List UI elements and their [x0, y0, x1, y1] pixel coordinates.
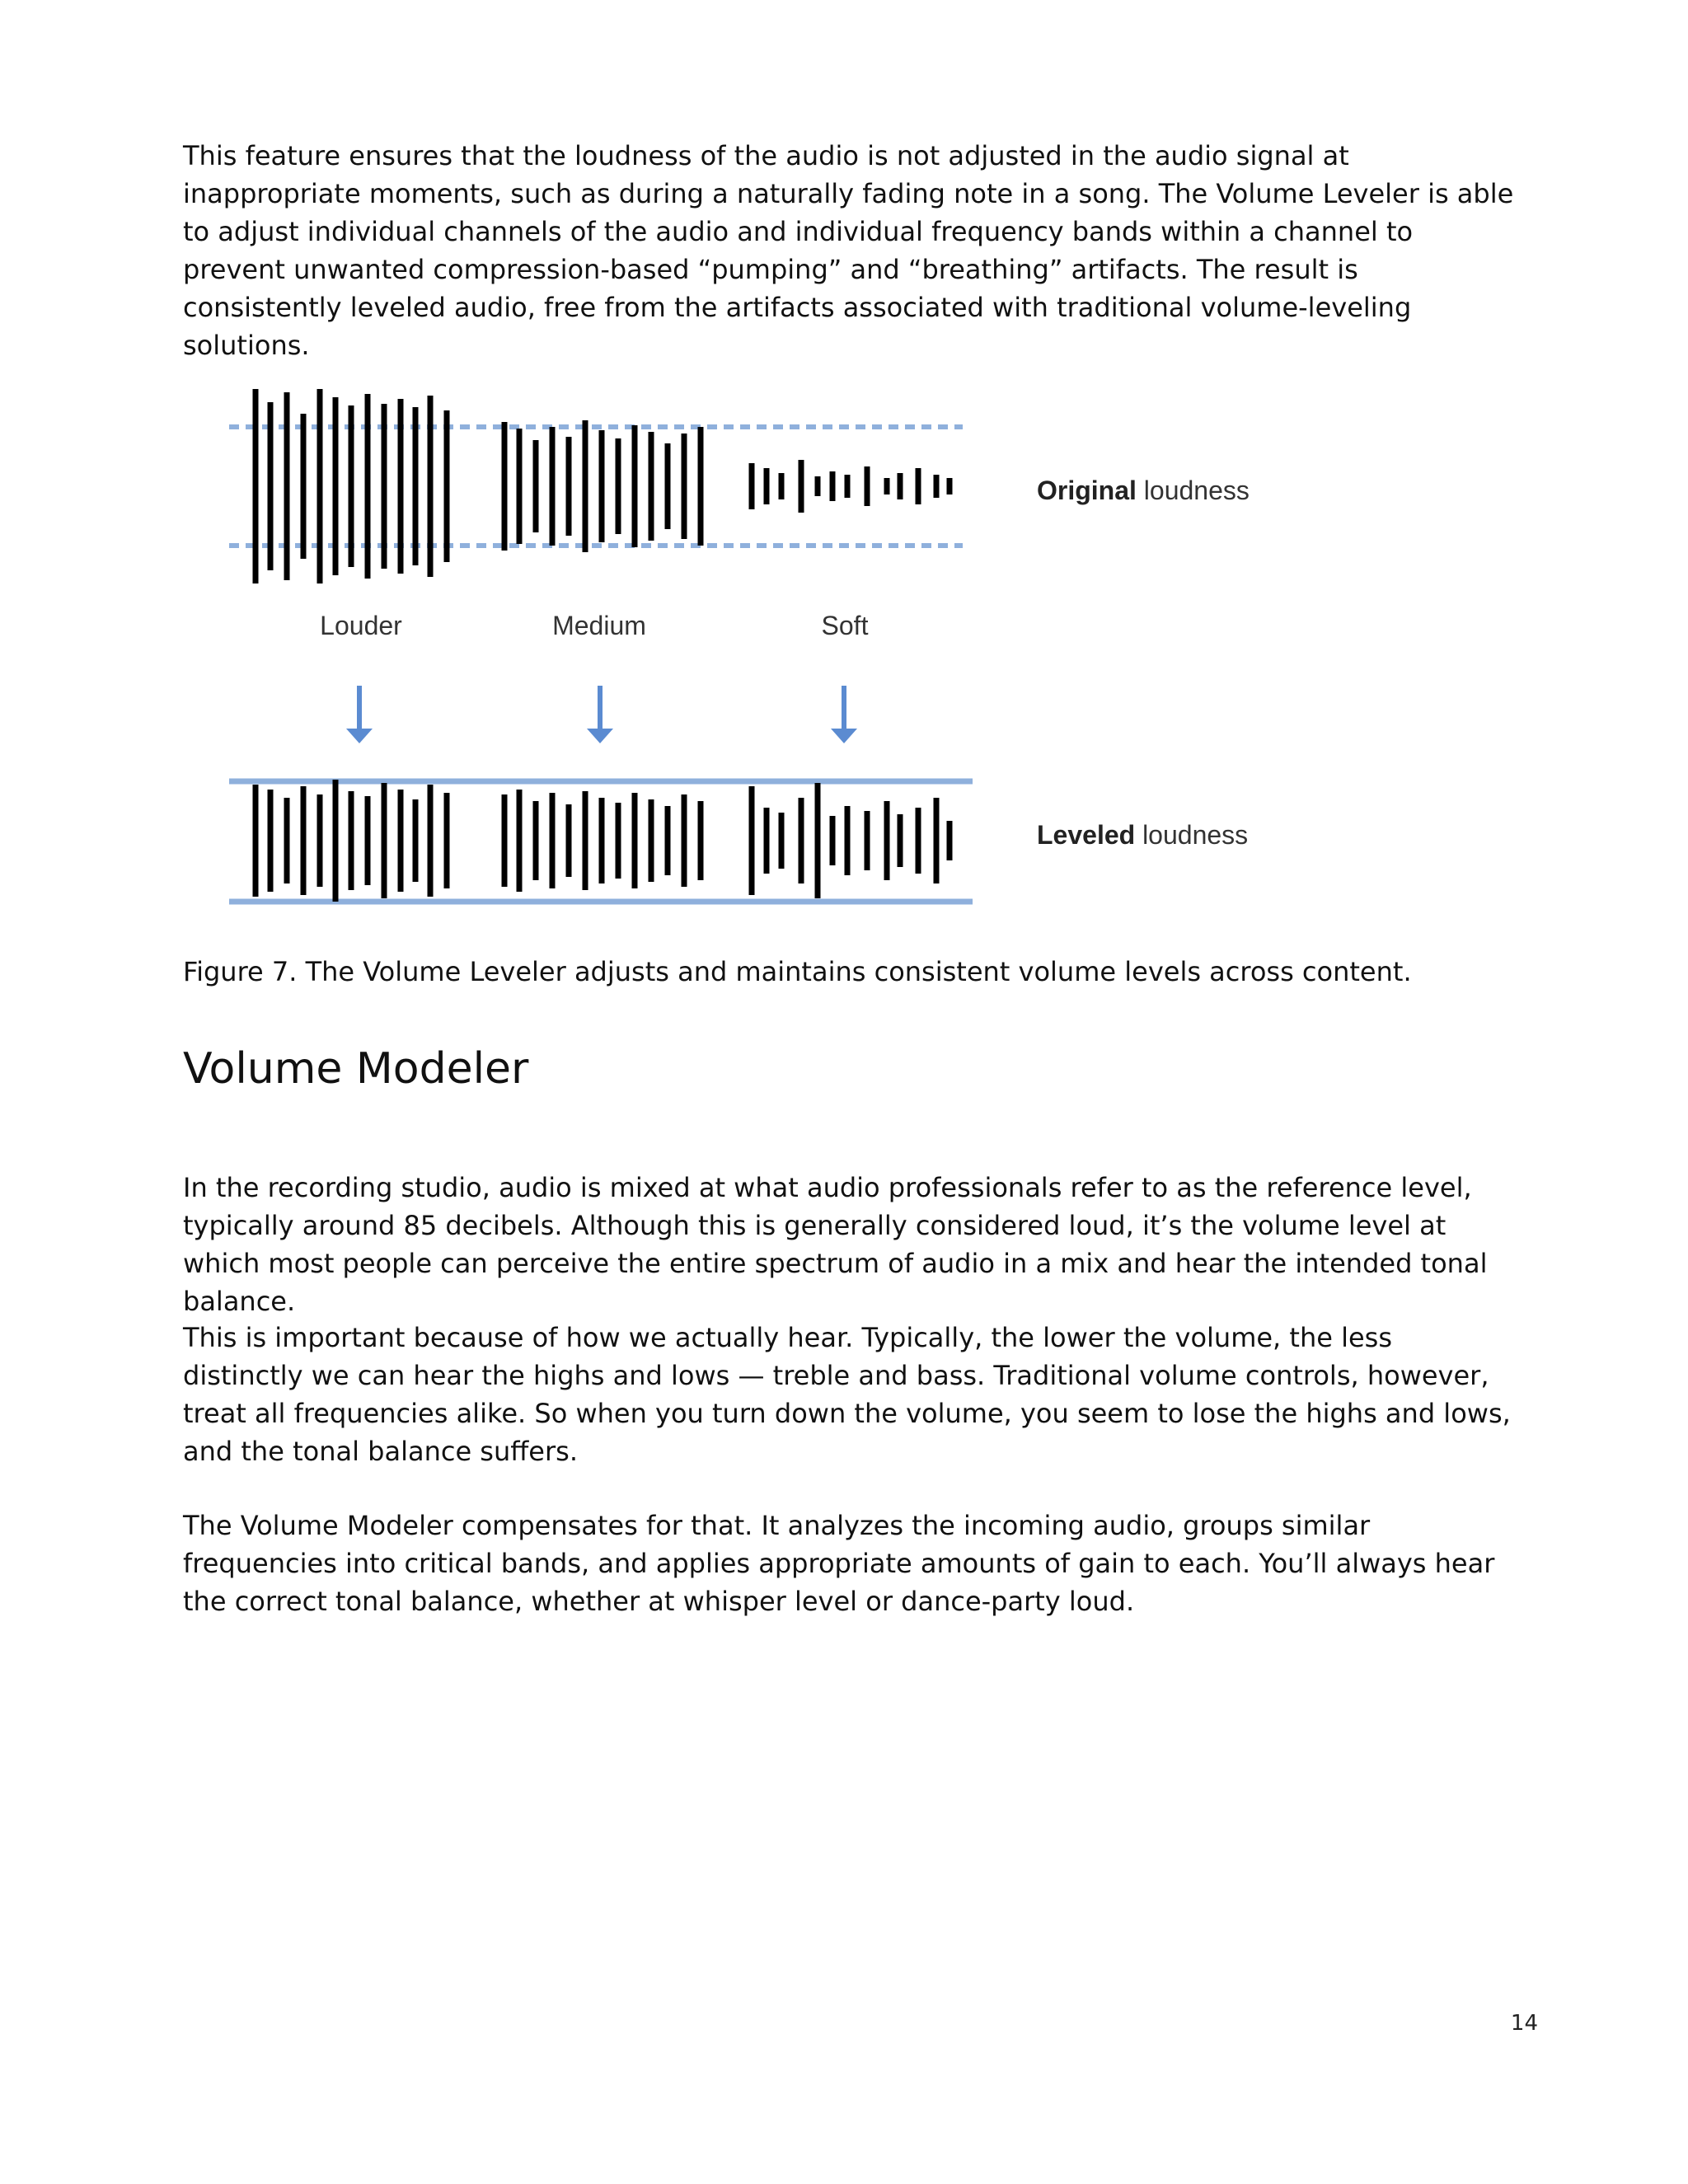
waveform-bar: [764, 468, 770, 504]
waveform-bar: [815, 783, 821, 898]
waveform-bar: [665, 806, 671, 875]
group-label-medium: Medium: [552, 611, 646, 640]
waveform-bar: [550, 427, 556, 546]
waveform-bar: [444, 410, 450, 562]
waveform-bar: [764, 808, 770, 874]
body-paragraph: The Volume Modeler compensates for that. It analyzes the incoming audio, groups similar frequencies into critical bands, and applies appropriate amounts of gain to each. You’ll always hear the correct tonal balance, whether at whisper level or dance-party loud.: [183, 1510, 1495, 1617]
waveform-bar: [845, 475, 851, 498]
waveform-bar: [502, 794, 508, 887]
waveform-bar: [284, 798, 290, 883]
waveform-bar: [301, 414, 307, 559]
waveform-bar: [815, 476, 821, 496]
waveform-bar: [632, 793, 638, 888]
arrow-down-icon: [346, 686, 373, 743]
waveform-bar: [413, 799, 419, 882]
waveform-bar: [599, 798, 605, 883]
waveform-bar: [884, 801, 890, 880]
waveform-bar: [382, 783, 387, 898]
waveform-bar: [884, 478, 890, 494]
waveform-bar: [934, 798, 940, 883]
waveform-bar: [365, 796, 371, 885]
waveform-bar: [428, 396, 434, 577]
leveled-loudness-label: Leveled loudness: [1037, 820, 1249, 850]
waveform-bar: [947, 821, 953, 860]
waveform-bar: [916, 468, 921, 504]
waveform-bar: [845, 806, 851, 875]
group-label-soft: Soft: [821, 611, 869, 640]
waveform-bar: [413, 407, 419, 565]
body-paragraph: This is important because of how we actually hear. Typically, the lower the volume, the less distinctly we can hear the highs and lows — treble and bass. Traditional volume controls, however, treat all frequencies alike. So when you turn down the volume, you seem to lose the highs and lows, and the tonal balance suffers.: [183, 1322, 1511, 1467]
waveform-bar: [533, 801, 539, 880]
waveform-bar: [284, 392, 290, 580]
arrow-down-icon: [587, 686, 613, 743]
leveled-waveform-bars: [253, 780, 953, 902]
waveform-bar: [566, 437, 572, 536]
waveform-bar: [599, 430, 605, 542]
waveform-bar: [865, 811, 870, 870]
arrow-down-icon: [831, 686, 857, 743]
waveform-bar: [916, 808, 921, 874]
waveform-bar: [898, 473, 903, 499]
waveform-bar: [349, 405, 354, 567]
waveform-bar: [632, 425, 638, 547]
waveform-bar: [365, 394, 371, 579]
waveform-bar: [583, 420, 588, 552]
waveform-bar: [382, 404, 387, 569]
waveform-bar: [682, 794, 687, 887]
waveform-bar: [799, 798, 804, 883]
waveform-bar: [698, 427, 704, 546]
waveform-bar: [947, 478, 953, 494]
waveform-bar: [779, 813, 785, 869]
waveform-bar: [898, 814, 903, 867]
waveform-bar: [616, 438, 621, 534]
waveform-bar: [333, 397, 339, 575]
waveform-bar: [934, 475, 940, 498]
intro-paragraph: This feature ensures that the loudness of the audio is not adjusted in the audio signal at inappropriate moments, such as during a naturally fading note in a song. The Volume Leveler is able to adjust individual channels of the audio and individual frequency bands within a channel to prevent unwanted compression-based “pumping” and “breathing” artifacts. The result is consistently leveled audio, free from the artifacts associated with traditional volume-leveling solutions.: [183, 140, 1514, 361]
waveform-bar: [830, 471, 836, 501]
section-heading: Volume Modeler: [183, 1044, 529, 1094]
waveform-bar: [865, 466, 870, 506]
original-loudness-label: Original loudness: [1037, 476, 1250, 505]
figure-caption: Figure 7. The Volume Leveler adjusts and maintains consistent volume levels across content.: [183, 956, 1412, 987]
waveform-bar: [517, 429, 523, 544]
waveform-bar: [428, 785, 434, 897]
waveform-bar: [649, 432, 654, 541]
waveform-bar: [749, 786, 755, 895]
waveform-bar: [566, 804, 572, 877]
waveform-bar: [799, 460, 804, 513]
waveform-bar: [616, 803, 621, 879]
waveform-bar: [398, 399, 404, 574]
waveform-bar: [779, 473, 785, 499]
waveform-bar: [268, 402, 274, 570]
waveform-bar: [517, 790, 523, 892]
original-waveform-bars: [253, 389, 953, 583]
waveform-bar: [444, 793, 450, 888]
waveform-bar: [830, 816, 836, 865]
waveform-bar: [333, 780, 339, 902]
waveform-bar: [268, 790, 274, 892]
waveform-bar: [317, 389, 323, 583]
waveform-bar: [550, 793, 556, 888]
waveform-bar: [502, 422, 508, 551]
waveform-bar: [583, 791, 588, 890]
volume-leveler-figure: [0, 0, 1688, 948]
page-number: 14: [1510, 2011, 1538, 2036]
body-paragraph: In the recording studio, audio is mixed at what audio professionals refer to as the reference level, typically around 85 decibels. Although this is generally considered loud, it’s the volume level at which most people can perceive the entire spectrum of audio in a mix and hear the intended tonal balance.: [183, 1172, 1488, 1317]
waveform-bar: [649, 799, 654, 882]
waveform-bar: [349, 791, 354, 890]
waveform-bar: [682, 434, 687, 539]
group-label-louder: Louder: [320, 611, 402, 640]
waveform-bar: [253, 785, 259, 897]
waveform-bar: [398, 790, 404, 892]
waveform-bar: [317, 794, 323, 887]
waveform-bar: [301, 786, 307, 895]
waveform-bar: [665, 443, 671, 529]
waveform-bar: [698, 801, 704, 880]
waveform-bar: [749, 463, 755, 509]
waveform-bar: [253, 389, 259, 583]
waveform-bar: [533, 440, 539, 532]
